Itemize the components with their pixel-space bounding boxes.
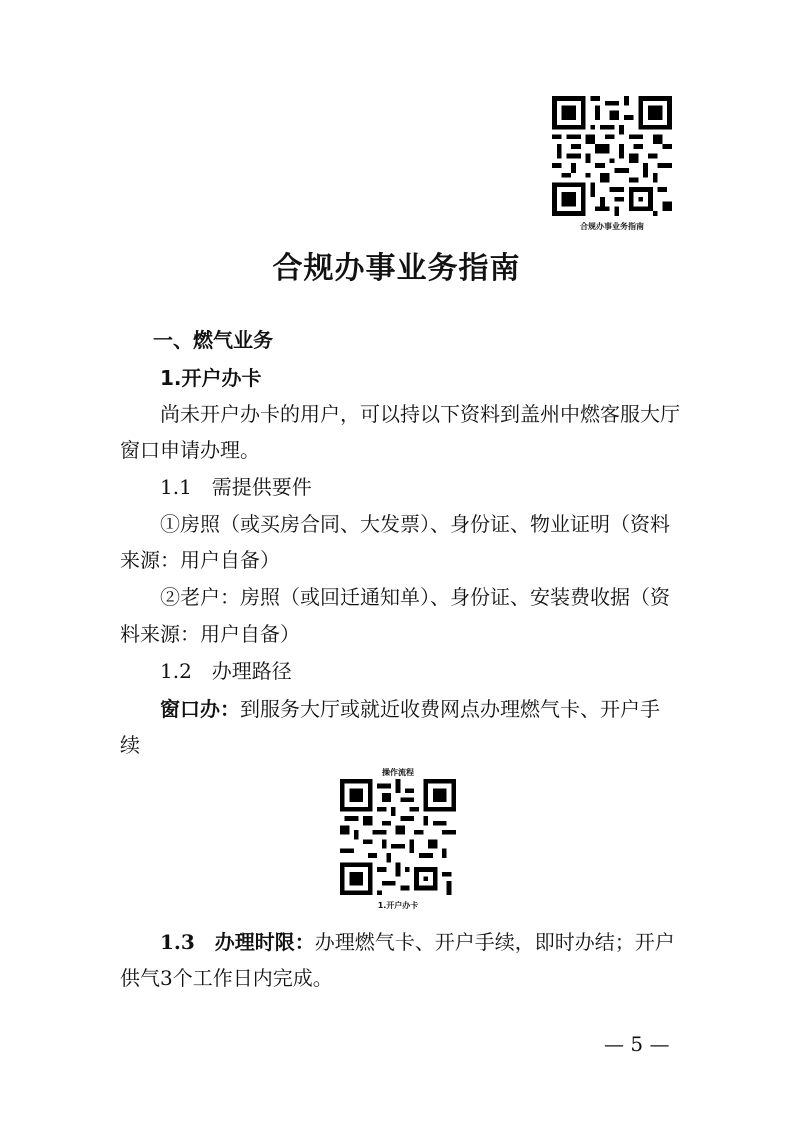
requirement-2-line-1: ②老户：房照（或回迁通知单）、身份证、安装费收据（资	[160, 585, 670, 609]
path-label: 窗口办：	[160, 697, 240, 721]
path-text: 到服务大厅或就近收费网点办理燃气卡、开户手	[240, 697, 660, 721]
intro-line-2: 窗口申请办理。	[120, 438, 260, 462]
section-heading: 一、燃气业务	[153, 328, 273, 352]
requirement-1-line-1: ①房照（或买房合同、大发票）、身份证、物业证明（资料	[160, 512, 670, 536]
qr-code-top	[552, 96, 672, 216]
requirement-2-line-2: 料来源：用户自备）	[120, 622, 300, 646]
subheading-1-1: 1.1 需提供要件	[160, 475, 312, 499]
path-line-1	[160, 695, 660, 723]
item-heading-text: 1.开户办卡	[160, 366, 262, 390]
time-limit-line-2: 供气3个工作日内完成。	[120, 966, 333, 990]
qr-top-caption: 合规办事业务指南	[580, 222, 644, 231]
time-limit-label: 1.3 办理时限：	[160, 930, 315, 954]
subheading-1-2: 1.2 办理路径	[160, 659, 292, 683]
item-heading	[160, 364, 262, 392]
requirement-1-line-2: 来源：用户自备）	[120, 548, 280, 572]
path-line-2: 续	[120, 733, 140, 757]
time-limit-line-1	[160, 928, 675, 956]
intro-line-1: 尚未开户办卡的用户，可以持以下资料到盖州中燃客服大厅	[160, 402, 680, 426]
qr-mid-caption: 1.开户办卡	[377, 901, 419, 910]
page-title: 合规办事业务指南	[272, 251, 521, 286]
qr-code-process	[340, 779, 456, 895]
time-limit-text: 办理燃气卡、开户手续，即时办结；开户	[314, 930, 675, 954]
page-number: — 5 —	[604, 1032, 670, 1056]
qr-mid-top-caption: 操作流程	[382, 768, 414, 777]
